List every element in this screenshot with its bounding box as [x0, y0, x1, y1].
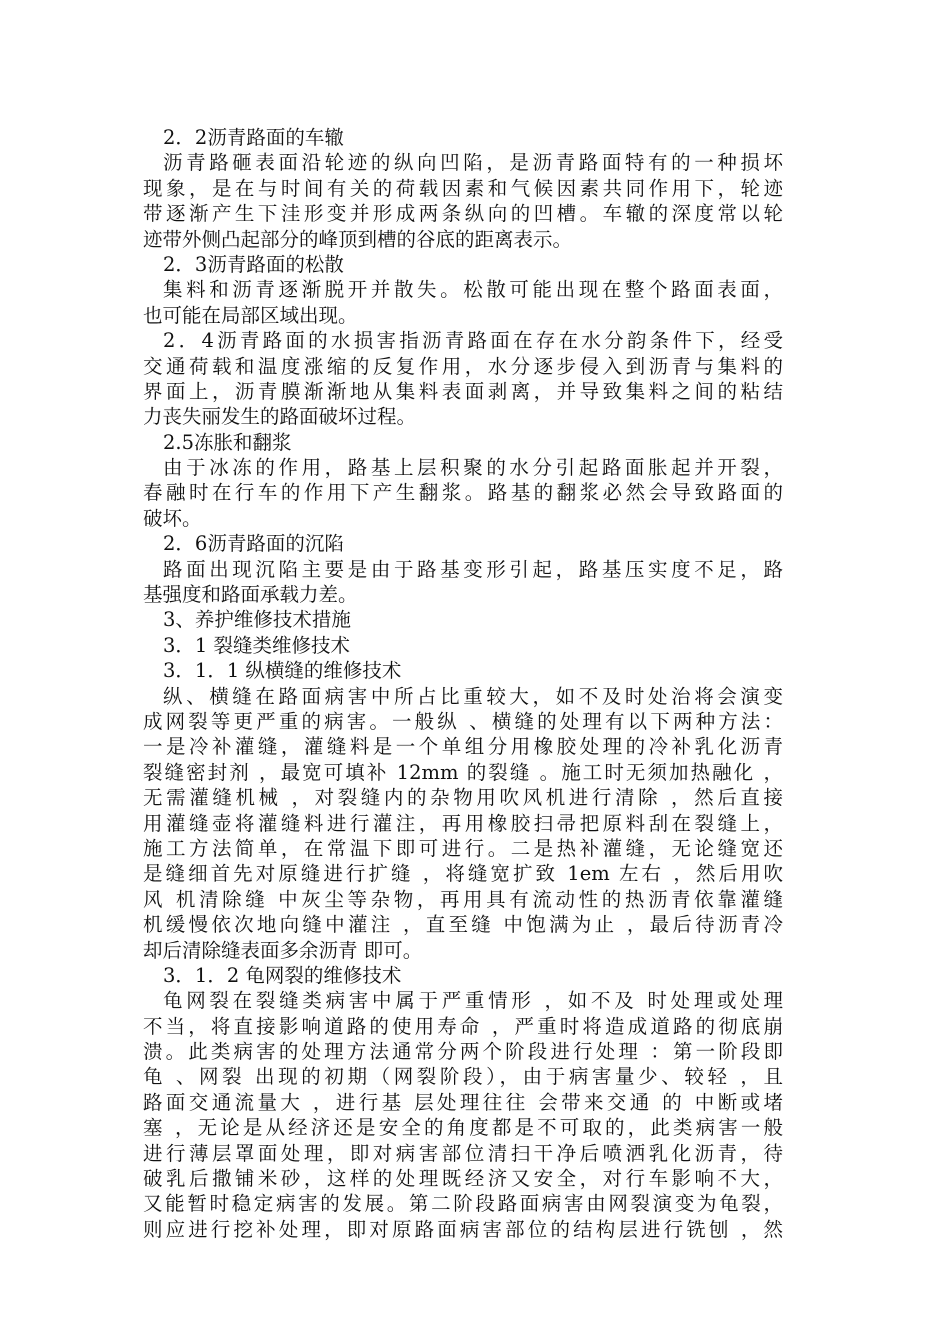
paragraph-line: 又能暂时稳定病害的发展。第二阶段路面病害由网裂演变为龟裂，: [143, 1192, 783, 1216]
paragraph-line: 路面交通流量大 ，进行基 层处理往往 会带来交通 的 中断或堵: [143, 1090, 783, 1114]
paragraph-line: 一是冷补灌缝，灌缝料是一个单组分用橡胶处理的冷补乳化沥青: [143, 735, 783, 759]
paragraph-line: 2．4沥青路面的水损害指沥青路面在存在水分韵条件下，经受: [163, 329, 783, 353]
paragraph-line: 破乳后撒铺米砂，这样的处理既经济又安全，对行车影响不大，: [143, 1167, 783, 1191]
section-heading: 2．6沥青路面的沉陷: [163, 532, 344, 556]
paragraph-line: 纵、横缝在路面病害中所占比重较大，如不及时处治将会演变: [163, 684, 783, 708]
paragraph-line: 由于冰冻的作用，路基上层积聚的水分引起路面胀起并开裂，: [163, 456, 783, 480]
paragraph-line: 却后清除缝表面多余沥青 即可。: [143, 938, 423, 962]
paragraph-line: 基强度和路面承载力差。: [143, 583, 358, 607]
paragraph-line: 沥青路砸表面沿轮迹的纵向凹陷，是沥青路面特有的一种损坏: [163, 151, 783, 175]
section-heading: 3．1．2 龟网裂的维修技术: [163, 963, 402, 987]
paragraph-line: 进行薄层罩面处理，即对病害部位清扫干净后喷洒乳化沥青，待: [143, 1141, 783, 1165]
paragraph-line: 路面出现沉陷主要是由于路基变形引起，路基压实度不足，路: [163, 557, 783, 581]
paragraph-line: 机缓慢依次地向缝中灌注 ，直至缝 中饱满为止 ，最后待沥青冷: [143, 913, 783, 937]
paragraph-line: 溃。此类病害的处理方法通常分两个阶段进行处理 ：第一阶段即: [143, 1040, 783, 1064]
paragraph-line: 现象，是在与时间有关的荷载因素和气候因素共同作用下，轮迹: [143, 176, 783, 200]
paragraph-line: 春融时在行车的作用下产生翻浆。路基的翻浆必然会导致路面的: [143, 481, 783, 505]
paragraph-line: 施工方法简单，在常温下即可进行。二是热补灌缝，无论缝宽还: [143, 836, 783, 860]
section-heading: 2.5冻胀和翻浆: [163, 430, 292, 454]
paragraph-line: 不当，将直接影响道路的使用寿命 ，严重时将造成道路的彻底崩: [143, 1014, 783, 1038]
paragraph-line: 成网裂等更严重的病害。一般纵 、横缝的处理有以下两种方法：: [143, 709, 783, 733]
paragraph-line: 龟网裂在裂缝类病害中属于严重情形 ，如不及 时处理或处理: [163, 989, 783, 1013]
paragraph-line: 无需灌缝机械 ，对裂缝内的杂物用吹风机进行清除 ，然后直接: [143, 786, 783, 810]
section-heading: 3．1 裂缝类维修技术: [163, 633, 351, 657]
paragraph-line: 带逐渐产生下洼形变并形成两条纵向的凹槽。车辙的深度常以轮: [143, 202, 783, 226]
paragraph-line: 塞 ，无论是从经济还是安全的角度都是不可取的，此类病害一般: [143, 1116, 783, 1140]
paragraph-line: 力丧失丽发生的路面破坏过程。: [143, 405, 417, 429]
paragraph-line: 界面上，沥青膜渐渐地从集料表面剥离，并导致集料之间的粘结: [143, 379, 783, 403]
document-body: [143, 125, 783, 1242]
section-heading: 3．1．1 纵横缝的维修技术: [163, 659, 402, 683]
paragraph-line: 迹带外侧凸起部分的峰顶到槽的谷底的距离表示。: [143, 227, 573, 251]
paragraph-line: 也可能在局部区域出现。: [143, 303, 358, 327]
paragraph-line: 交通荷载和温度涨缩的反复作用，水分逐步侵入到沥青与集料的: [143, 354, 783, 378]
paragraph-line: 裂缝密封剂 ，最宽可填补 12mm 的裂缝 。施工时无须加热融化 ，: [143, 760, 783, 784]
paragraph-line: 破坏。: [143, 506, 202, 530]
paragraph-line: 龟 、网裂 出现的初期（网裂阶段），由于病害量少、较轻 ，且: [143, 1065, 783, 1089]
section-heading: 2．3沥青路面的松散: [163, 252, 344, 276]
paragraph-line: 集料和沥青逐渐脱开并散失。松散可能出现在整个路面表面，: [163, 278, 783, 302]
paragraph-line: 则应进行挖补处理，即对原路面病害部位的结构层进行铣刨 ，然: [143, 1217, 783, 1241]
paragraph-line: 用灌缝壶将灌缝料进行灌注，再用橡胶扫帚把原料刮在裂缝上，: [143, 811, 783, 835]
paragraph-line: 风 机清除缝 中灰尘等杂物，再用具有流动性的热沥青依靠灌缝: [143, 887, 783, 911]
section-heading: 3、养护维修技术措施: [163, 608, 351, 632]
paragraph-line: 是缝细首先对原缝进行扩缝 ，将缝宽扩致 1em 左右 ，然后用吹: [143, 862, 783, 886]
section-heading: 2．2沥青路面的车辙: [163, 126, 344, 149]
